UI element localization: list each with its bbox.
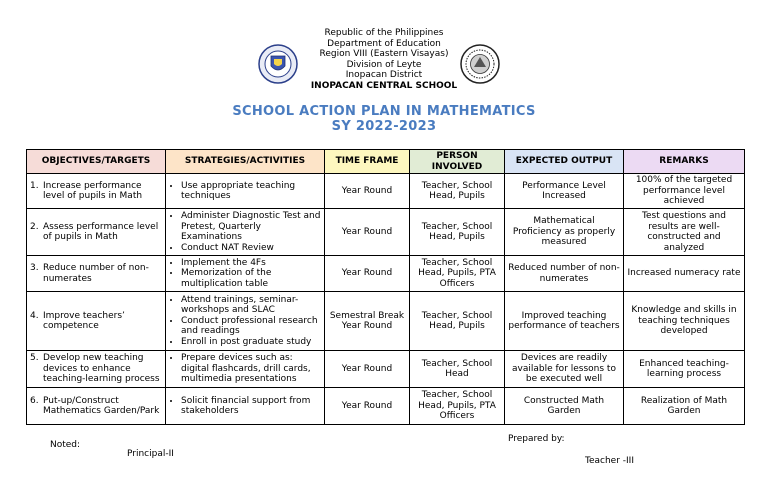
deped-seal-icon (258, 44, 298, 84)
table-row (27, 174, 745, 209)
time-frame-cell: Year Round (325, 209, 410, 256)
person-cell: Teacher, School Head, Pupils, PTA Officers (410, 256, 505, 292)
expected-output-cell: Devices are readily available for lessons to be executed well (505, 351, 624, 388)
strategy-item: • Enroll in post graduate study (181, 337, 321, 348)
principal-title: Principal-II (127, 449, 174, 459)
row-number: 3. (30, 263, 39, 273)
school-year: SY 2022-2023 (331, 119, 437, 134)
header-line: Department of Education (327, 38, 441, 49)
objective-cell (27, 209, 166, 256)
time-frame-cell: Year Round (325, 256, 410, 292)
person-cell: Teacher, School Head, Pupils (410, 292, 505, 351)
col-header-expected-output: EXPECTED OUTPUT (505, 150, 624, 174)
strategy-item: • Prepare devices such as: digital flashcards, drill cards, multimedia presentations (181, 353, 321, 385)
person-cell: Teacher, School Head, Pupils (410, 174, 505, 209)
time-frame-cell: Semestral Break Year Round (325, 292, 410, 351)
objective-text: Develop new teaching devices to enhance teaching-learning process (43, 353, 160, 385)
objective-cell (27, 351, 166, 388)
action-plan-table (26, 149, 745, 425)
col-header-strategies: STRATEGIES/ACTIVITIES (166, 150, 325, 174)
row-number: 4. (30, 310, 39, 321)
expected-output-cell: Reduced number of non-numerates (505, 256, 624, 292)
table-row (27, 209, 745, 256)
row-number: 5. (30, 353, 39, 364)
row-number: 6. (30, 395, 39, 406)
strategies-cell (166, 256, 325, 292)
header-line: Inopacan District (345, 70, 423, 80)
col-header-person: PERSON INVOLVED (410, 150, 505, 174)
col-header-time-frame: TIME FRAME (325, 150, 410, 174)
remarks-cell: Enhanced teaching-learning process (624, 351, 745, 388)
strategies-cell (166, 351, 325, 388)
strategies-cell (166, 388, 325, 425)
person-cell: Teacher, School Head (410, 351, 505, 388)
objective-text: Increase performance level of pupils in Math (43, 180, 143, 201)
strategies-cell (166, 292, 325, 351)
time-frame-cell: Year Round (325, 388, 410, 425)
expected-output-cell: Mathematical Proficiency as properly measured (505, 209, 624, 256)
objective-cell (27, 292, 166, 351)
table-row (27, 388, 745, 425)
objective-cell (27, 256, 166, 292)
remarks-cell: Increased numeracy rate (624, 256, 745, 292)
row-number: 2. (30, 221, 39, 232)
school-name: INOPACAN CENTRAL SCHOOL (310, 80, 458, 91)
header-line: Republic of the Philippines (324, 28, 444, 38)
objective-text: Improve teachers’ competence (43, 310, 125, 331)
col-header-objectives: OBJECTIVES/TARGETS (27, 150, 166, 174)
teacher-title: Teacher -III (585, 456, 634, 466)
person-cell: Teacher, School Head, Pupils (410, 209, 505, 256)
expected-output-cell: Constructed Math Garden (505, 388, 624, 425)
remarks-cell: Test questions and results are well-constructed and analyzed (624, 209, 745, 256)
objective-cell (27, 388, 166, 425)
strategy-item: • Use appropriate teaching techniques (181, 181, 321, 202)
objective-text: Assess performance level of pupils in Math (43, 221, 159, 242)
strategies-cell (166, 174, 325, 209)
remarks-cell: Knowledge and skills in teaching techniques developed (624, 292, 745, 351)
expected-output-cell: Performance Level Increased (505, 174, 624, 209)
remarks-cell: Realization of Math Garden (624, 388, 745, 425)
objective-cell (27, 174, 166, 209)
header-line: Region VIII (Eastern Visayas) (319, 49, 449, 59)
remarks-cell: 100% of the targeted performance level achieved (624, 174, 745, 209)
document-title: SCHOOL ACTION PLAN IN MATHEMATICS (232, 104, 536, 119)
time-frame-cell: Year Round (325, 174, 410, 209)
noted-label: Noted: (50, 440, 81, 450)
header-line: Division of Leyte (346, 59, 422, 70)
strategy-item: • Attend trainings, seminar-workshops and SLAC (181, 295, 321, 316)
objective-text: Reduce number of non-numerates (43, 263, 149, 284)
person-cell: Teacher, School Head, Pupils, PTA Officers (410, 388, 505, 425)
time-frame-cell: Year Round (325, 351, 410, 388)
strategy-item: • Memorization of the multiplication table (181, 268, 321, 289)
table-header-row (27, 150, 745, 174)
table-row (27, 256, 745, 292)
prepared-by-label: Prepared by: (508, 434, 565, 444)
table-row (27, 351, 745, 388)
strategies-cell (166, 209, 325, 256)
col-header-remarks: REMARKS (624, 150, 745, 174)
table-row (27, 292, 745, 351)
strategy-item: • Solicit financial support from stakeholders (181, 396, 321, 417)
division-seal-icon (460, 44, 500, 84)
strategy-item: • Conduct NAT Review (181, 243, 321, 254)
row-number: 1. (30, 180, 39, 191)
strategy-item: • Conduct professional research and readings (181, 316, 321, 337)
strategy-item: • Implement the 4Fs (181, 258, 321, 269)
expected-output-cell: Improved teaching performance of teachers (505, 292, 624, 351)
objective-text: Put-up/Construct Mathematics Garden/Park (43, 395, 160, 416)
strategy-item: • Administer Diagnostic Test and Pretest, Quarterly Examinations (181, 211, 321, 243)
